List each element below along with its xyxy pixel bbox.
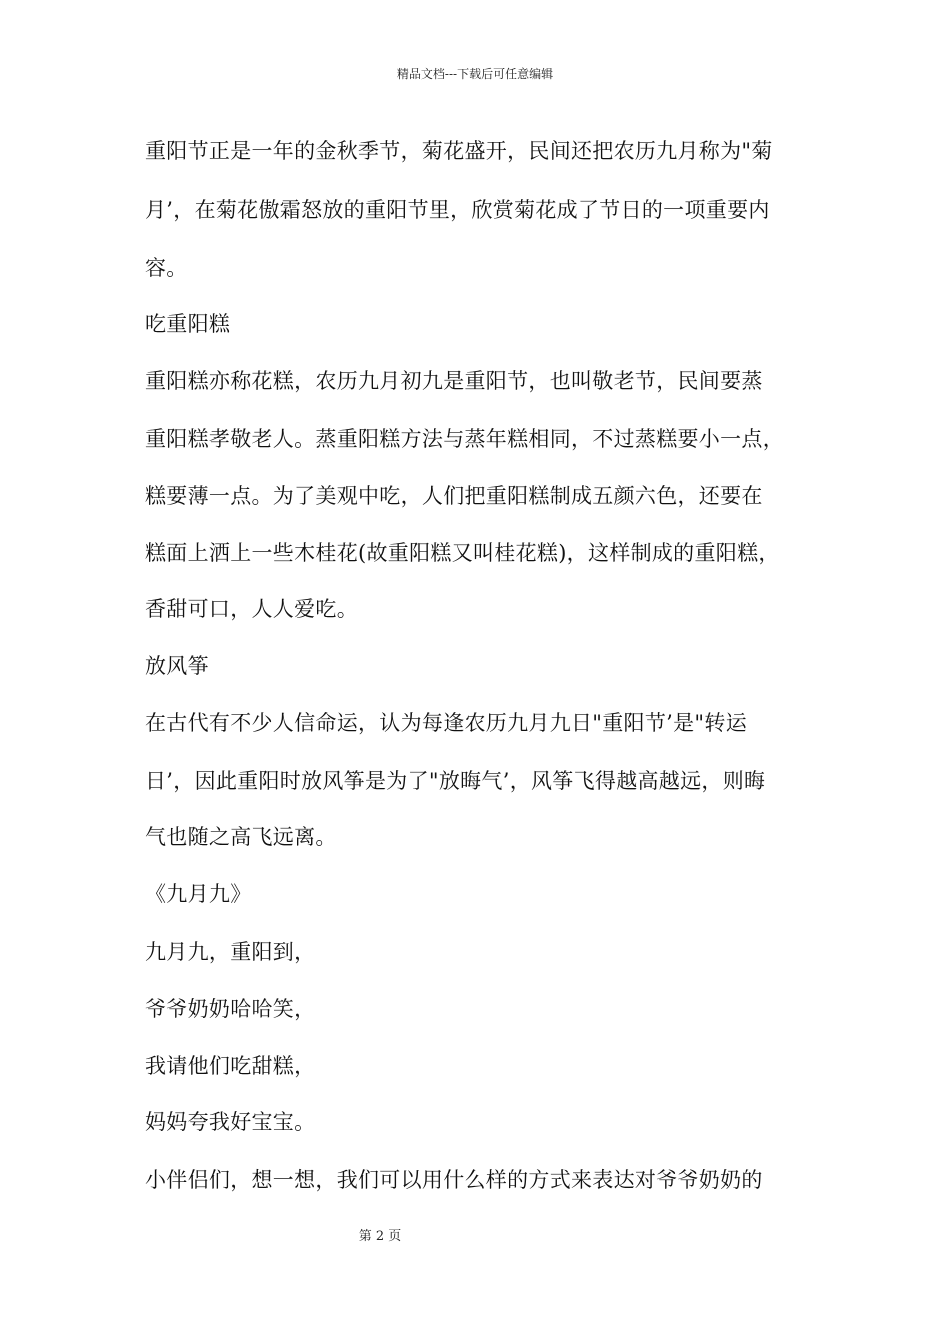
body-text-line: 糕要薄一点。为了美观中吃，人们把重阳糕制成五颜六色，还要在 [145,484,763,508]
body-text-line: 日’，因此重阳时放风筝是为了"放晦气’，风筝飞得越高越远，则晦 [145,769,766,793]
body-text-line: 糕面上洒上一些木桂花(故重阳糕又叫桂花糕)，这样制成的重阳糕， [145,541,780,565]
body-text-line: 容。 [145,256,188,280]
body-text-line: 小伴侣们，想一想，我们可以用什么样的方式来表达对爷爷奶奶的 [145,1168,763,1192]
body-text-line: 气也随之高飞远离。 [145,825,337,849]
section-heading: 放风筝 [145,654,209,678]
body-text-line: 重阳糕孝敬老人。蒸重阳糕方法与蒸年糕相同，不过蒸糕要小一点， [145,427,784,451]
body-text-line: 香甜可口，人人爱吃。 [145,597,358,621]
page-number: 第 2 页 [358,1229,402,1244]
poem-line: 九月九，重阳到， [145,940,316,964]
body-text-line: 在古代有不少人信命运，认为每逢农历九月九日"重阳节’是"转运 [145,711,747,735]
poem-title: 《九月九》 [145,882,252,906]
body-text-line: 月’，在菊花傲霜怒放的重阳节里，欣赏菊花成了节日的一项重要内 [145,198,770,222]
body-text-line: 重阳糕亦称花糕，农历九月初九是重阳节，也叫敬老节，民间要蒸 [145,369,763,393]
poem-line: 爷爷奶奶哈哈笑， [145,997,316,1021]
page-header: 精品文档---下载后可任意编辑 [396,67,554,81]
section-heading: 吃重阳糕 [145,312,231,336]
body-text-line: 重阳节正是一年的金秋季节，菊花盛开，民间还把农历九月称为"菊 [145,139,773,163]
poem-line: 我请他们吃甜糕， [145,1054,316,1078]
poem-line: 妈妈夸我好宝宝。 [145,1110,316,1134]
